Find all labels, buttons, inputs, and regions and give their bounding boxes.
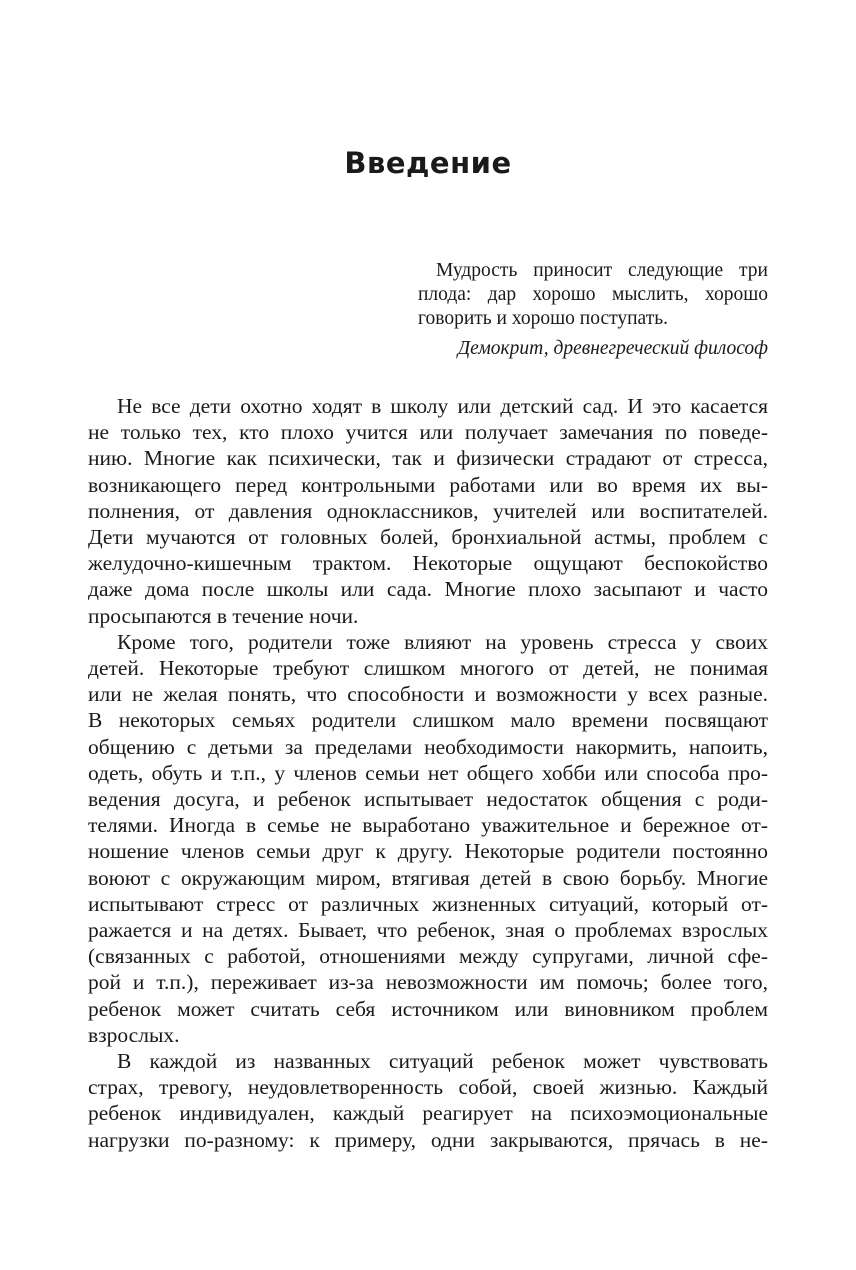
text-line: ражается и на детях. Бывает, что ребенок, зная о проблемах взрослых bbox=[88, 918, 768, 943]
text-line: рой и т.п.), переживает из-за невозможности им помочь; более того, bbox=[88, 970, 768, 995]
epigraph-quote: Мудрость приносит следующие три плода: дар хорошо мыслить, хорошо говорить и хорошо поступать. bbox=[418, 260, 768, 329]
text-line: нагрузки по-разному: к примеру, одни закрываются, прячась в не- bbox=[88, 1127, 768, 1152]
text-line: испытывают стресс от различных жизненных ситуаций, который от- bbox=[88, 891, 768, 916]
body-text bbox=[88, 393, 768, 1153]
text-line: (связанных с работой, отношениями между супругами, личной сфе- bbox=[88, 944, 768, 969]
text-line: полнения, от давления одноклассников, учителей или воспитателей. bbox=[88, 498, 768, 523]
text-line: В каждой из названных ситуаций ребенок может чувствовать bbox=[117, 1049, 768, 1074]
epigraph bbox=[418, 259, 768, 361]
text-line: возникающего перед контрольными работами или во время их вы- bbox=[88, 472, 768, 497]
text-line: Не все дети охотно ходят в школу или детский сад. И это касается bbox=[117, 394, 768, 418]
text-line: нию. Многие как психически, так и физически страдают от стресса, bbox=[88, 446, 768, 471]
text-line: просыпаются в течение ночи. bbox=[88, 603, 359, 628]
paragraph bbox=[88, 393, 768, 629]
text-line: телями. Иногда в семье не выработано уважительное и бережное от- bbox=[88, 813, 768, 838]
paragraph bbox=[88, 1048, 768, 1153]
text-line: страх, тревогу, неудовлетворенность собой, своей жизнью. Каждый bbox=[88, 1075, 768, 1100]
text-line: ребенок может считать себя источником или виновником проблем bbox=[88, 996, 768, 1021]
text-line: общению с детьми за пределами необходимости накормить, напоить, bbox=[88, 734, 768, 759]
text-line: воюют с окружающим миром, втягивая детей в свою борьбу. Многие bbox=[88, 865, 768, 890]
text-line: взрослых. bbox=[88, 1022, 180, 1047]
text-line: Кроме того, родители тоже влияют на уровень стресса у своих bbox=[117, 629, 768, 654]
text-line: или не желая понять, что способности и возможности у всех разные. bbox=[88, 682, 768, 707]
text-line: В некоторых семьях родители слишком мало времени посвящают bbox=[88, 708, 768, 733]
chapter-title: Введение bbox=[344, 146, 512, 180]
text-line: ребенок индивидуален, каждый реагирует на психоэмоциональные bbox=[88, 1101, 768, 1126]
text-line: Дети мучаются от головных болей, бронхиальной астмы, проблем с bbox=[88, 525, 768, 550]
text-line: ведения досуга, и ребенок испытывает недостаток общения с роди- bbox=[88, 787, 768, 812]
text-line: не только тех, кто плохо учится или получает замечания по поведе- bbox=[88, 420, 768, 445]
text-line: одеть, обуть и т.п., у членов семьи нет общего хобби или способа про- bbox=[88, 760, 768, 785]
text-line: ношение членов семьи друг к другу. Некоторые родители постоянно bbox=[88, 839, 768, 864]
epigraph-author: Демокрит, древнегреческий философ bbox=[457, 338, 768, 359]
text-line: желудочно-кишечным трактом. Некоторые ощущают беспокойство bbox=[88, 551, 768, 576]
text-line: детей. Некоторые требуют слишком многого от детей, не понимая bbox=[88, 656, 768, 681]
paragraph bbox=[88, 629, 768, 1048]
text-line: даже дома после школы или сада. Многие плохо засыпают и часто bbox=[88, 577, 768, 602]
